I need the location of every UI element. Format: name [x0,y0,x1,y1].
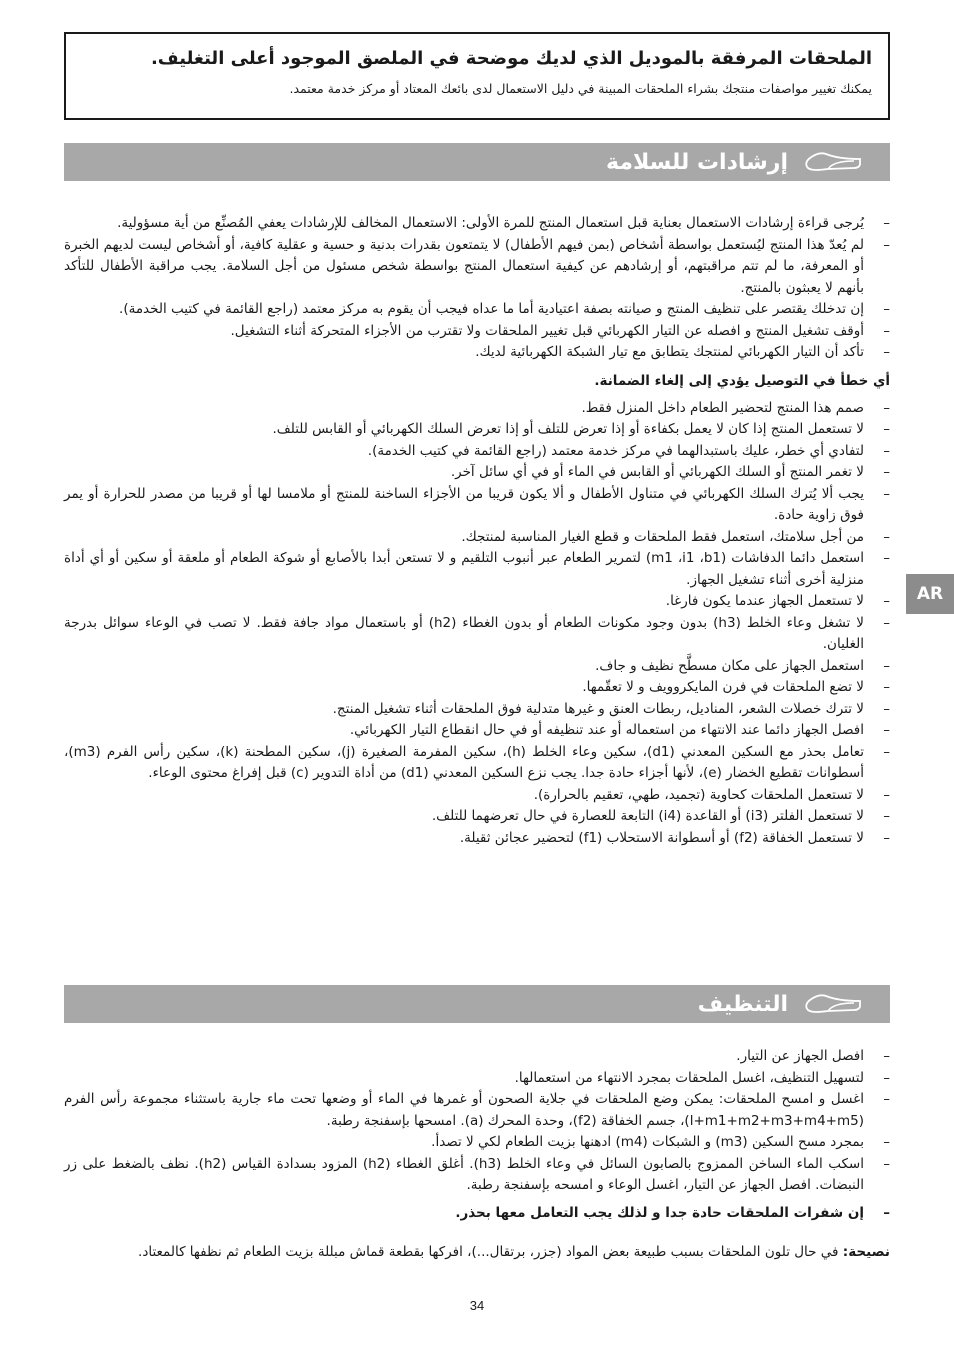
list-item: – استعمل دائما الدفاشات (m1 ،i1 ،b1) لتمرير الطعام عبر أنبوب التلقيم و لا تستعن أبدا بالأصابع أو شوكة الطعام أو ملعقة أو سكين أو أي أداة منزلية أخرى أثناء تشغيل الجهاز. [64,548,890,591]
tip-text: في حال تلون الملحقات بسبب طبيعة بعض المواد (جزر، برتقال...)، افركها بقطعة قماش مبللة بزيت الطعام ثم نظفها كالمعتاد. [138,1244,843,1260]
list-item: – لا تضع الملحقات في فرن المايكروويف و لا تعقّمها. [64,677,890,699]
list-item: – إن تدخلك يقتصر على تنظيف المنتج و صيانته بصفة اعتيادية أما ما عداه فيجب أن يقوم به مركز معتمد (راجع القائمة في كتيب الخدمة). [64,299,890,321]
list-item: – لا تستعمل الخفاقة (f2) أو أسطوانة الاستحلاب (f1) لتحضير عجائن ثقيلة. [64,828,890,850]
list-item: – اغسل و امسح الملحقات: يمكن وضع الملحقات في جلاية الصحون أو غمرها في الماء أو وضعها تحت ماء جارية باستثناء مجموعة رأس الفرم (l+m1+m2+m3+m4+m5)، جسم الخفاقة (f2)، وحدة المحرك (a). امسحها بإسفنجة رطبة. [64,1089,890,1132]
list-item: – لا تشغل وعاء الخلط (h3) بدون وجود مكونات الطعام أو بدون الغطاء (h2) أو باستعمال مواد جافة فقط. لا تصب في الوعاء سوائل بدرجة الغليان. [64,613,890,656]
list-item: – يُرجى قراءة إرشادات الاستعمال بعناية قبل استعمال المنتج للمرة الأولى: الاستعمال المخالف للإرشادات يعفي المُصنِّع من أية مسؤولية. [64,213,890,235]
page-number: 34 [469,1298,485,1313]
list-item: – لا تترك خصلات الشعر، المناديل، ربطات العنق و غيرها متدلية فوق الملحقات أثناء تشغيل المنتج. [64,699,890,721]
notice-subtitle: يمكنك تغيير مواصفات منتجك بشراء الملحقات المبينة في دليل الاستعمال لدى بائعك المعتاد أو مركز خدمة معتمد. [289,81,872,96]
cleaning-list [64,1046,890,1224]
notice-title: الملحقات المرفقة بالموديل الذي لديك موضحة في الملصق الموجود أعلى التغليف. [150,48,872,69]
list-item: – بمجرد مسح السكين (m3) و الشبكات (m4) ادهنها بزيت الطعام لكي لا تصدأ. [64,1132,890,1154]
list-item: – لتفادي أي خطر، عليك باستبدالهما في مركز خدمة معتمد (راجع القائمة في كتيب الخدمة). [64,441,890,463]
list-item: – من أجل سلامتك، استعمل فقط الملحقات و قطع الغيار المناسبة لمنتجك. [64,527,890,549]
list-item: – يجب ألا يُترك السلك الكهربائي في متناول الأطفال و ألا يكون قريبا من الأجزاء الساخنة للمنتج أو ملامسا لها أو قريبا من مصدر للحرارة أو يمر فوق زاوية حادة. [64,484,890,527]
list-item: – لا تغمر المنتج أو السلك الكهربائي أو القابس في الماء أو في أي سائل آخر. [64,462,890,484]
list-item: – تعامل بحذر مع السكين المعدني (d1)، سكين وعاء الخلط (h)، سكين المفرمة الصغيرة (j)، سكين المطحنة (k)، سكين رأس الفرم (m3)، أسطوانات تقطيع الخضار (e)، لأنها أجزاء حادة جدا. يجب نزع السكين المعدني (d1) من أداة التدوير (c) قبل إفراغ محتوى الوعاء. [64,742,890,785]
list-item: – أوقف تشغيل المنتج و افصله عن التيار الكهربائي قبل تغيير الملحقات ولا تقترب من الأجزاء المتحركة أثناء التشغيل. [64,321,890,343]
list-item: – لا تستعمل الجهاز عندما يكون فارغا. [64,591,890,613]
safety-title: إرشادات للسلامة [606,149,788,175]
hand-pointer-icon [802,991,862,1017]
list-item: – لا تستعمل الملحقات كحاوية (تجميد، طهي، تعقيم بالحرارة). [64,785,890,807]
list-item: – افصل الجهاز عن التيار. [64,1046,890,1068]
list-item: – لم يُعدّ هذا المنتج ليُستعمل بواسطة أشخاص (بمن فيهم الأطفال) لا يتمتعون بقدرات بدنية و حسية و عقلية كافية، أو أشخاص ليست لديهم الخبرة أو المعرفة، ما لم تتم مراقبتهم، أو إرشادهم عن كيفية استعمال المنتج بواسطة شخص مسئول من أجل السلامة. يجب مراقبة الأطفال للتأكد بأنهم لا يعبثون بالمنتج. [64,235,890,300]
safety-list-2 [64,398,890,850]
cleaning-title: التنظيف [697,991,788,1017]
safety-section-header [64,143,890,181]
language-tab: AR [906,574,954,614]
tip-label: نصيحة: [842,1244,890,1260]
cleaning-content [64,1046,890,1264]
blade-warning-item: – إن شفرات الملحقات حادة جدا و لذلك يجب التعامل معها بحذر. [64,1203,890,1225]
list-item: – لا تستعمل المنتج إذا كان لا يعمل بكفاءة أو إذا تعرض للتلف أو إذا تعرض السلك الكهربائي أو القابس للتلف. [64,419,890,441]
hand-pointer-icon [802,149,862,175]
list-item: – افصل الجهاز دائما عند الانتهاء من استعماله أو عند تنظيفه أو في حال انقطاع التيار الكهربائي. [64,720,890,742]
cleaning-section-header [64,985,890,1023]
list-item: – اسكب الماء الساخن الممزوج بالصابون السائل في وعاء الخلط (h3). أغلق الغطاء (h2) المزود بسدادة القياس (h2). نظف بالضغط على زر النبضات. افصل الجهاز عن التيار، اغسل الوعاء و امسحه بإسفنجة رطبة. [64,1154,890,1197]
accessories-notice-box [64,32,890,120]
safety-content [64,213,890,849]
list-item: – تأكد أن التيار الكهربائي لمنتجك يتطابق مع تيار الشبكة الكهربائية لديك. [64,342,890,364]
safety-list [64,213,890,364]
list-item: – صمم هذا المنتج لتحضير الطعام داخل المنزل فقط. [64,398,890,420]
list-item: – لا تستعمل الفلتر (i3) أو القاعدة (i4) التابعة للعصارة في حال تعرضهما للتلف. [64,806,890,828]
cleaning-tip [64,1242,890,1264]
warranty-warning-heading: أي خطأ في التوصيل يؤدي إلى إلغاء الضمانة. [594,372,890,389]
list-item: – استعمل الجهاز على مكان مسطَّح نظيف و جاف. [64,656,890,678]
list-item: – لتسهيل التنظيف، اغسل الملحقات بمجرد الانتهاء من استعمالها. [64,1068,890,1090]
